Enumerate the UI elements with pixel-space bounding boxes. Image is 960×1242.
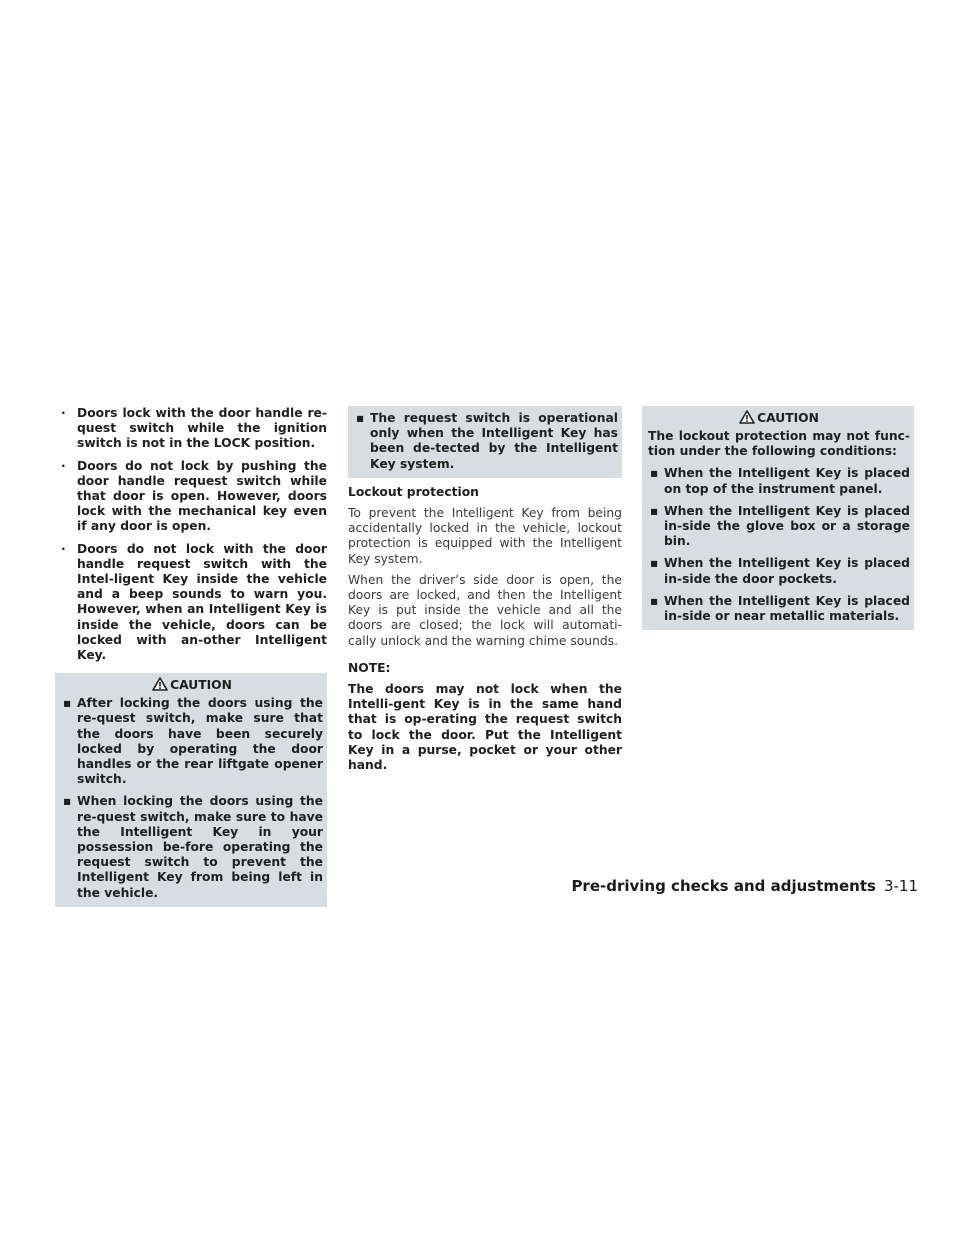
warning-triangle-icon	[152, 677, 168, 691]
list-item: ▪ When locking the doors using the re-quest switch, make sure to have the Intelligent Key in your possession be-fore operating the request switch to prevent the Intelligent Key from being left in the vehicle.	[63, 794, 323, 900]
warning-triangle-icon	[739, 410, 755, 424]
list-item: · Doors lock with the door handle re-quest switch while the ignition switch is not in the LOCK position.	[61, 406, 327, 451]
caution-list-3	[648, 466, 910, 624]
note-text: The doors may not lock when the Intelli-gent Key is in the same hand that is op-erating the request switch to lock the door. Put the Intelligent Key in a purse, pocket or your other hand.	[348, 682, 622, 773]
list-item: ▪ After locking the doors using the re-quest switch, make sure that the doors have been securely locked by operating the door handles or the rear liftgate opener switch.	[63, 696, 323, 787]
caution-heading: CAUTION	[648, 406, 910, 429]
column-3	[642, 406, 914, 630]
column-2	[348, 406, 622, 773]
list-item: ▪ When the Intelligent Key is placed in-side or near metallic materials.	[650, 593, 910, 624]
list-item: ▪ When the Intelligent Key is placed on top of the instrument panel.	[650, 466, 910, 496]
section-heading: Lockout protection	[348, 484, 479, 499]
list-item: ▪ When the Intelligent Key is placed in-side the glove box or a storage bin.	[650, 503, 910, 549]
caution-intro: The lockout protection may not func-tion under the following conditions:	[648, 429, 910, 459]
caution-list-continued	[354, 411, 618, 472]
page-number: 3-11	[883, 877, 918, 895]
section-title: Pre-driving checks and adjustments	[571, 877, 876, 895]
door-lock-bullets	[55, 406, 327, 663]
list-item: ▪ The request switch is operational only when the Intelligent Key has been de-tected by the Intelligent Key system.	[356, 411, 618, 471]
page-footer	[571, 877, 918, 895]
paragraph: To prevent the Intelligent Key from being accidentally locked in the vehicle, lockout protection is equipped with the Intelligent Key system.	[348, 506, 622, 566]
caution-heading: CAUTION	[61, 673, 323, 696]
column-1	[55, 406, 327, 907]
list-item: · Doors do not lock with the door handle request switch with the Intel-ligent Key inside the vehicle and a beep sounds to warn you. However, when an Intelligent Key is inside the vehicle, doors can be locked with an-other Intelligent Key.	[61, 541, 327, 663]
note-label: NOTE:	[348, 660, 391, 675]
caution-box-continued	[348, 406, 622, 478]
paragraph: When the driver’s side door is open, the doors are locked, and then the Intelligent Key is put inside the vehicle and all the doors are closed; the lock will automati-cally unlock and the warning chime sounds.	[348, 572, 622, 648]
caution-box-1	[55, 673, 327, 907]
caution-box-3	[642, 406, 914, 630]
list-item: · Doors do not lock by pushing the door handle request switch while that door is open. However, doors lock with the mechanical key even if any door is open.	[61, 458, 327, 534]
caution-list-1	[61, 696, 323, 901]
list-item: ▪ When the Intelligent Key is placed in-side the door pockets.	[650, 556, 910, 586]
